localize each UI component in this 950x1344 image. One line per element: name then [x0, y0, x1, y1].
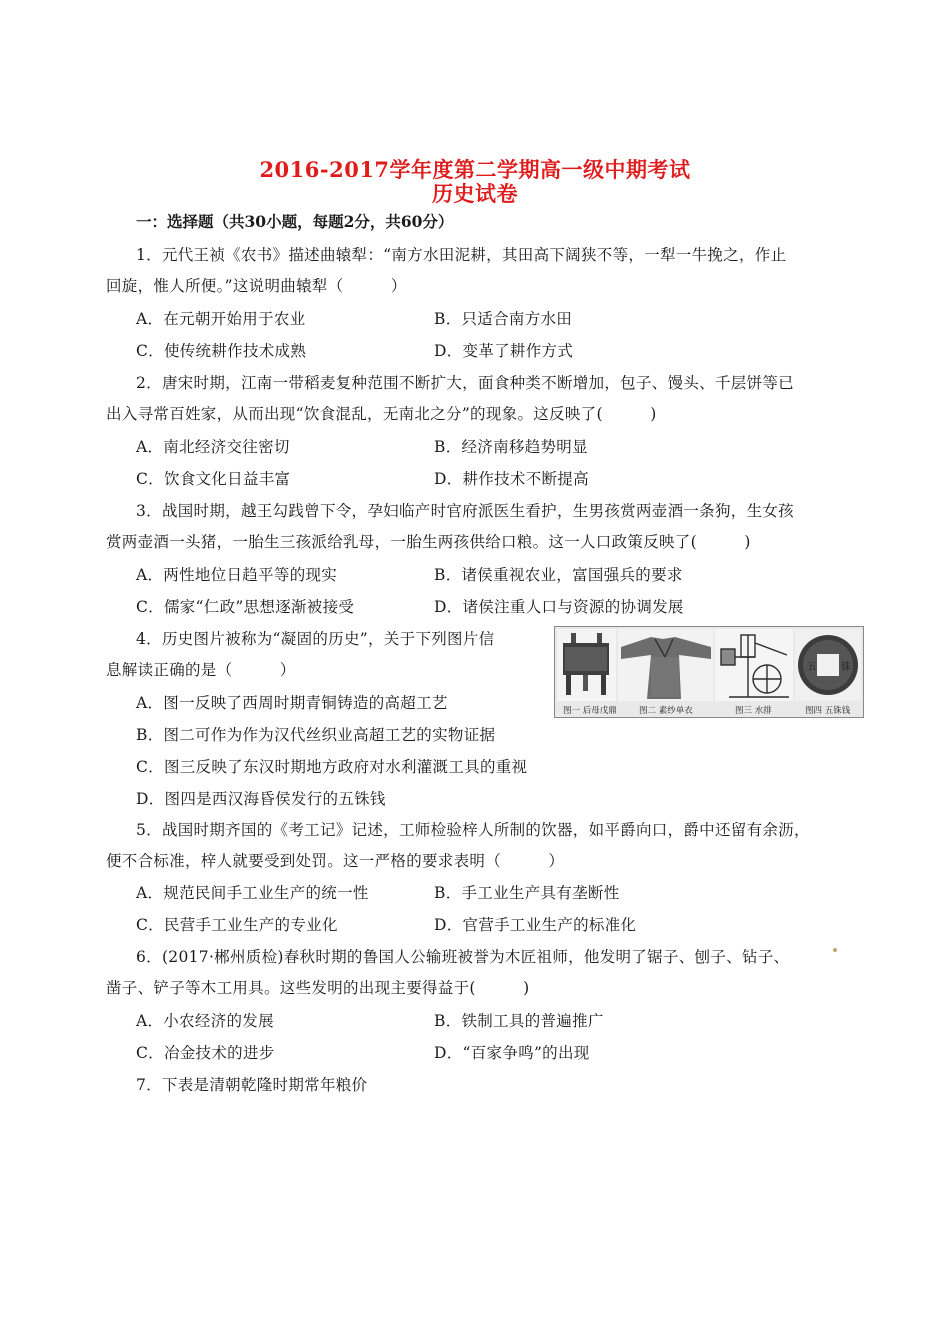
q3-option-c: C．儒家“仁政”思想逐渐被接受: [136, 598, 355, 616]
question-5-line-1: 5．战国时期齐国的《考工记》记述，工师检验梓人所制的饮器，如平爵向口，爵中还留有余沥，: [136, 821, 810, 839]
q2-option-b: B．经济南移趋势明显: [434, 438, 588, 456]
q6-option-d: D．“百家争鸣”的出现: [434, 1044, 590, 1062]
question-7-line-1: 7．下表是清朝乾隆时期常年粮价: [136, 1076, 368, 1094]
fig1-caption: 图一 后母戊鼎: [563, 706, 617, 716]
q3-option-d: D．诸侯注重人口与资源的协调发展: [434, 598, 684, 616]
fig2-caption: 图二 素纱单衣: [639, 706, 693, 716]
question-1-line-2: 回旋，惟人所便。”这说明曲辕犁（ ）: [106, 277, 407, 295]
q1-option-a: A．在元朝开始用于农业: [136, 310, 306, 328]
q6-option-c: C．冶金技术的进步: [136, 1044, 275, 1062]
q4-option-c: C．图三反映了东汉时期地方政府对水利灌溉工具的重视: [136, 758, 528, 776]
q6-option-a: A．小农经济的发展: [136, 1012, 274, 1030]
q4-option-a: A．图一反映了西周时期青铜铸造的高超工艺: [136, 694, 448, 712]
question-2-line-2: 出入寻常百姓家，从而出现“饮食混乱，无南北之分”的现象。这反映了( ): [106, 405, 657, 423]
q4-option-b: B．图二可作为作为汉代丝织业高超工艺的实物证据: [136, 726, 496, 744]
q5-option-b: B．手工业生产具有垄断性: [434, 884, 620, 902]
q2-option-a: A．南北经济交往密切: [136, 438, 290, 456]
question-1-line-1: 1．元代王祯《农书》描述曲辕犁：“南方水田泥耕，其田高下阔狭不等，一犁一牛挽之，作止: [136, 246, 787, 264]
fig4-caption: 图四 五铢钱: [805, 706, 851, 716]
q5-option-c: C．民营手工业生产的专业化: [136, 916, 338, 934]
question-6-line-1: 6．(2017·郴州质检)春秋时期的鲁国人公输班被誉为木匠祖师，他发明了锯子、刨子、钻子、: [136, 948, 790, 966]
q4-figure-strip: [554, 626, 864, 718]
question-3-line-1: 3．战国时期，越王勾践曾下令，孕妇临产时官府派医生看护，生男孩赏两壶酒一条狗，生女孩: [136, 502, 794, 520]
stray-dot: [833, 948, 837, 952]
fig3-caption: 图三 水排: [735, 706, 772, 716]
q2-option-c: C．饮食文化日益丰富: [136, 470, 291, 488]
q1-option-c: C．使传统耕作技术成熟: [136, 342, 307, 360]
svg-text:铢: 铢: [841, 662, 851, 673]
question-2-line-1: 2．唐宋时期，江南一带稻麦复种范围不断扩大，面食种类不断增加，包子、馒头、千层饼等已: [136, 374, 794, 392]
q6-option-b: B．铁制工具的普遍推广: [434, 1012, 604, 1030]
section-heading: 一：选择题（共30小题，每题2分，共60分）: [136, 212, 454, 231]
exam-title: 2016-2017学年度第二学期高一级中期考试: [259, 157, 691, 182]
q5-option-d: D．官营手工业生产的标准化: [434, 916, 637, 934]
question-4-line-1: 4．历史图片被称为“凝固的历史”，关于下列图片信: [136, 630, 495, 648]
q3-option-a: A．两性地位日趋平等的现实: [136, 566, 338, 584]
wuzhu-coin-icon: [798, 635, 858, 695]
q1-option-d: D．变革了耕作方式: [434, 342, 574, 360]
exam-subtitle: 历史试卷: [432, 181, 518, 206]
q2-option-d: D．耕作技术不断提高: [434, 470, 589, 488]
q4-option-d: D．图四是西汉海昏侯发行的五铢钱: [136, 790, 386, 808]
q5-option-a: A．规范民间手工业生产的统一性: [136, 884, 369, 902]
question-4-line-2: 息解读正确的是（ ）: [106, 661, 296, 679]
question-5-line-2: 便不合标准，梓人就要受到处罚。这一严格的要求表明（ ）: [106, 852, 565, 870]
q3-option-b: B．诸侯重视农业，富国强兵的要求: [434, 566, 683, 584]
svg-text:五: 五: [807, 662, 817, 673]
question-3-line-2: 赏两壶酒一头猪，一胎生三孩派给乳母，一胎生两孩供给口粮。这一人口政策反映了( ): [106, 533, 751, 551]
q1-option-b: B．只适合南方水田: [434, 310, 573, 328]
question-6-line-2: 凿子、铲子等木工用具。这些发明的出现主要得益于( ): [106, 979, 530, 997]
